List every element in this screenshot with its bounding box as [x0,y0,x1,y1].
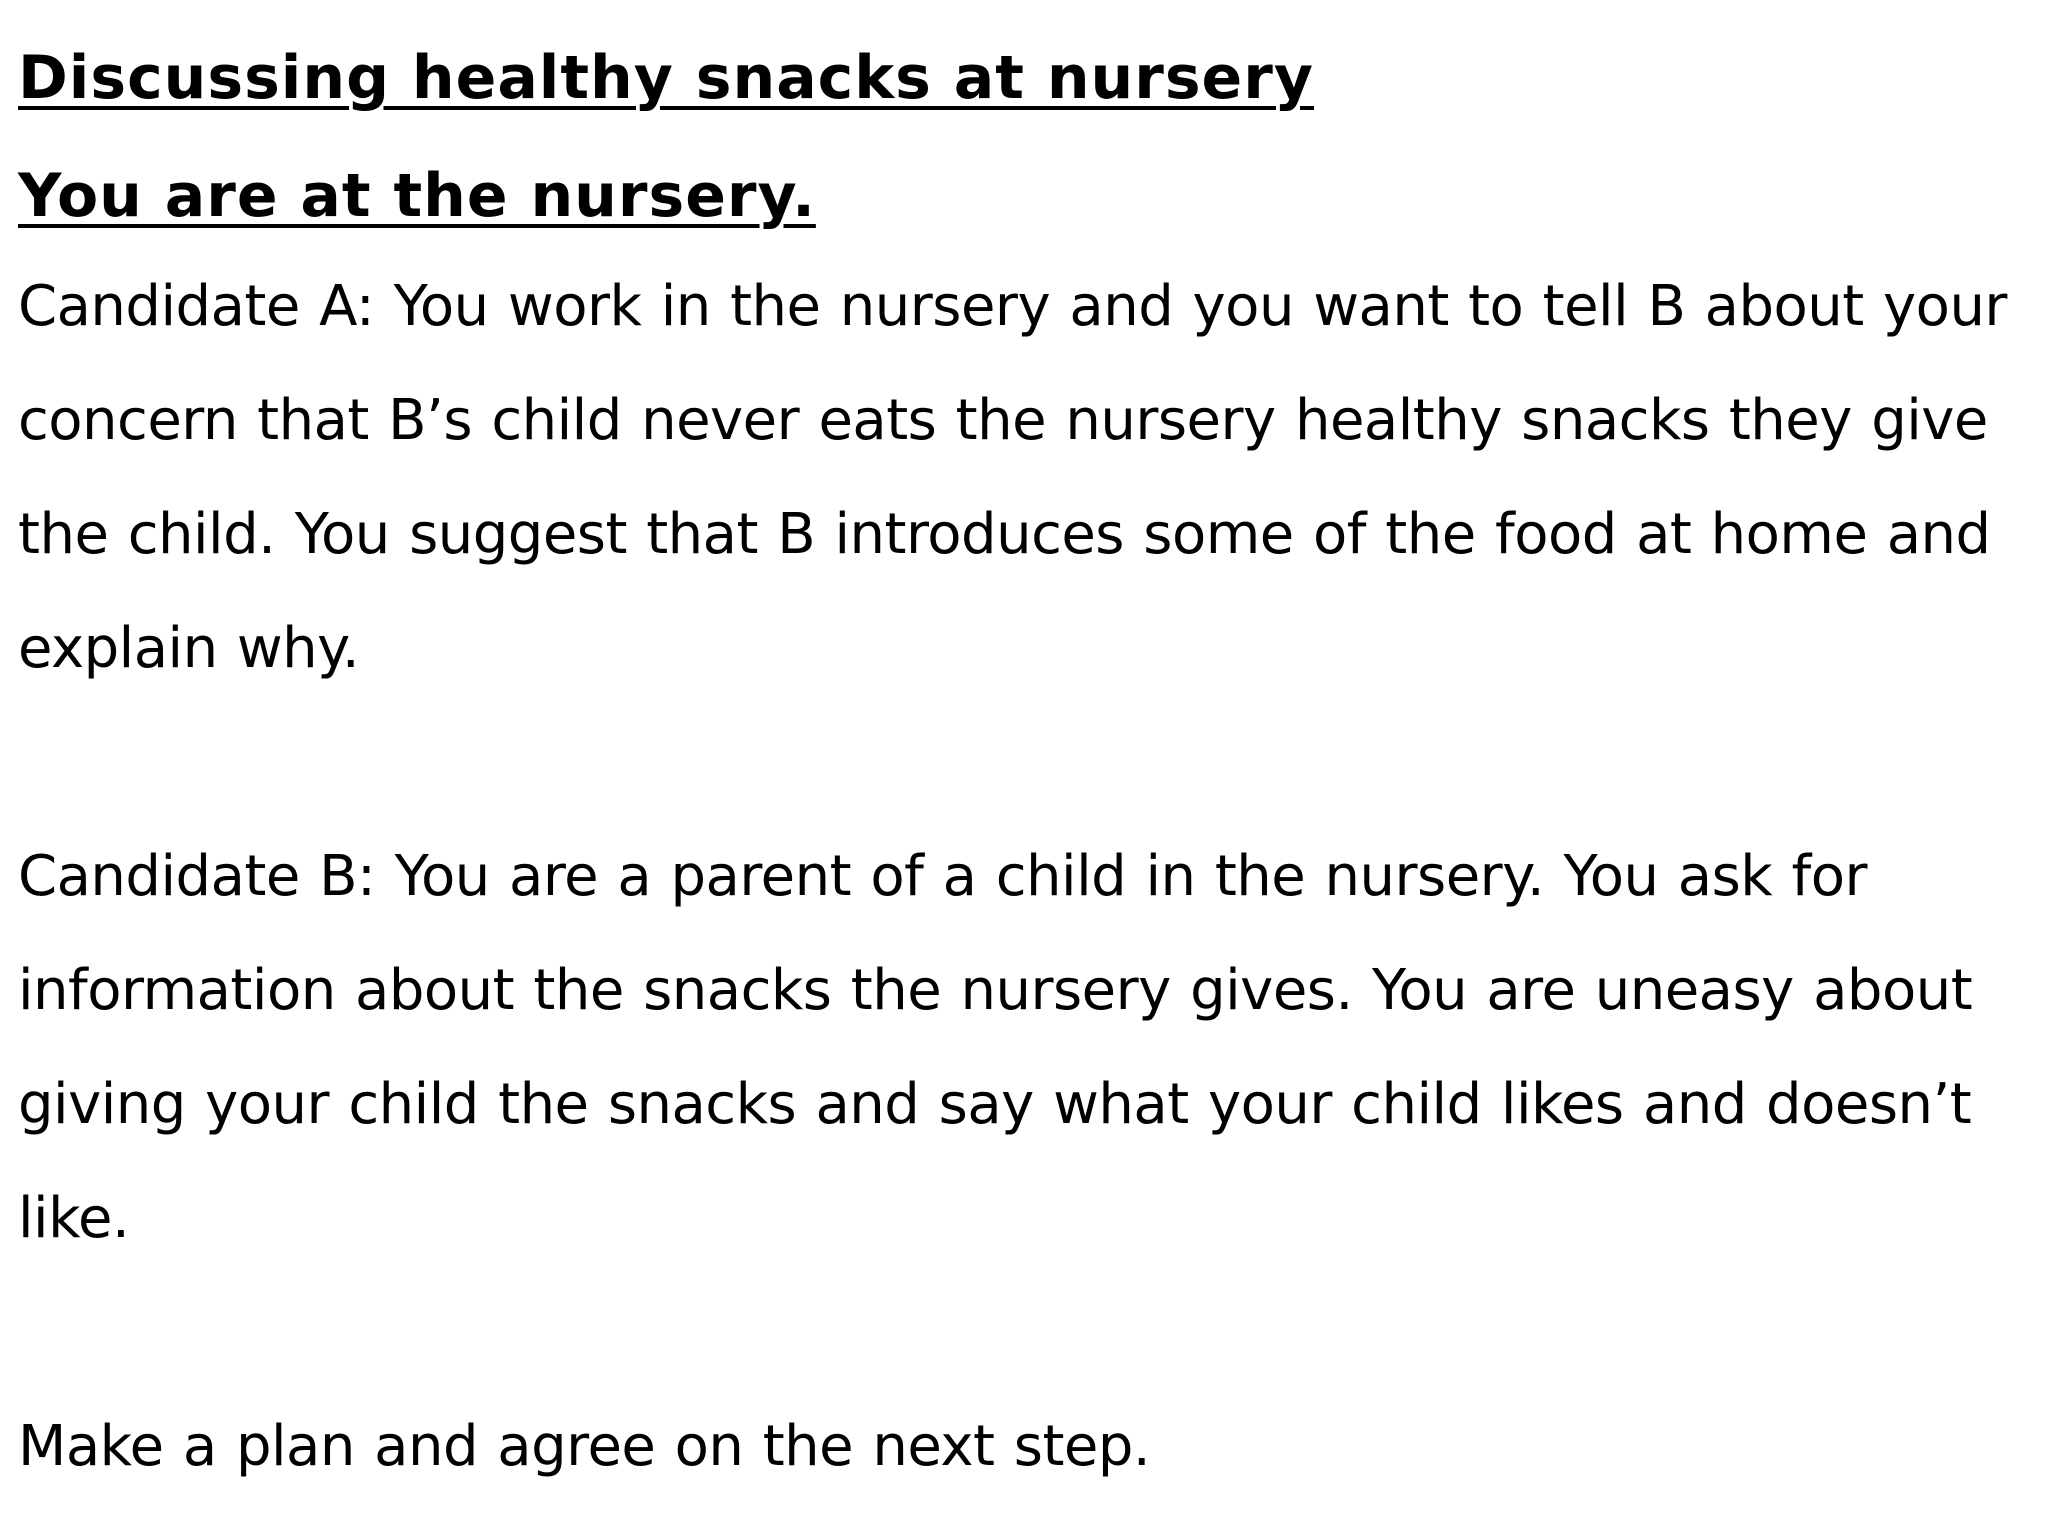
setting-heading: You are at the nursery. [18,161,816,231]
candidate-b-instructions: Candidate B: You are a parent of a child in the nursery. You ask for information about the snacks the nursery gives. You are uneasy about giving your child the snacks and say what your child likes and doesn’t like. [18,844,1973,1251]
document-title: Discussing healthy snacks at nursery [18,43,1314,113]
candidate-a-instructions: Candidate A: You work in the nursery and you want to tell B about your concern that B’s child never eats the nursery healthy snacks they give the child. You suggest that B introduces some of the food at home and explain why. [18,274,2007,681]
closing-instruction: Make a plan and agree on the next step. [18,1414,1151,1479]
document-page [18,42,2028,1504]
